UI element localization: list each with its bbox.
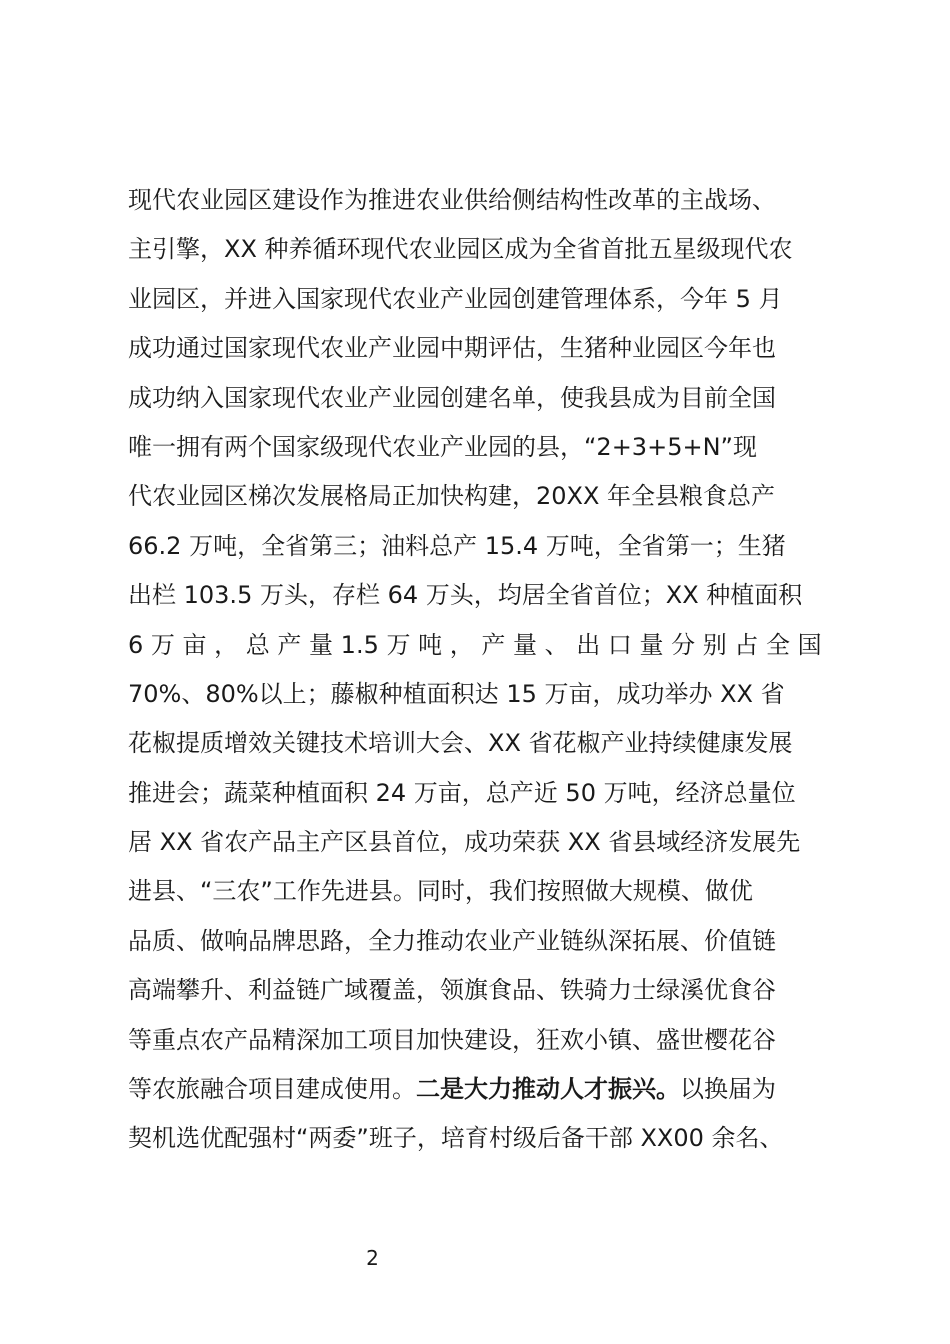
text-line: 推进会；蔬菜种植面积 24 万亩，总产近 50 万吨，经济总量位 [128, 778, 796, 807]
page-number: 2 [366, 1246, 379, 1270]
text-line: 成功通过国家现代农业产业园中期评估，生猪种业园区今年也 [128, 334, 776, 363]
text-line: 等重点农产品精深加工项目加快建设，狂欢小镇、盛世樱花谷 [128, 1025, 776, 1054]
text-line: 契机选优配强村“两委”班子，培育村级后备干部 XX00 余名、 [128, 1124, 784, 1153]
text-line: 主引擎，XX 种养循环现代农业园区成为全省首批五星级现代农 [128, 235, 793, 264]
text-line: 居 XX 省农产品主产区县首位，成功荣获 XX 省县域经济发展先 [128, 828, 801, 857]
text-line: 现代农业园区建设作为推进农业供给侧结构性改革的主战场、 [128, 186, 776, 214]
body-paragraph [128, 176, 838, 1164]
text-line: 66.2 万吨，全省第三；油料总产 15.4 万吨，全省第一；生猪 [128, 531, 786, 560]
text-line: 出栏 103.5 万头，存栏 64 万头，均居全省首位；XX 种植面积 [128, 581, 803, 610]
text-segment: 以换届为 [680, 1075, 776, 1104]
text-line-with-heading [128, 1065, 838, 1114]
bold-subheading: 二是大力推动人才振兴。 [416, 1075, 680, 1104]
text-line: 代农业园区梯次发展格局正加快构建，20XX 年全县粮食总产 [128, 482, 776, 511]
text-line: 唯一拥有两个国家级现代农业产业园的县，“2+3+5+N”现 [128, 432, 757, 461]
text-line: 花椒提质增效关键技术培训大会、XX 省花椒产业持续健康发展 [128, 729, 793, 758]
text-segment: 等农旅融合项目建成使用。 [128, 1075, 416, 1104]
text-line: 高端攀升、利益链广域覆盖，领旗食品、铁骑力士绿溪优食谷 [128, 976, 776, 1005]
text-line: 70%、80%以上；藤椒种植面积达 15 万亩，成功举办 XX 省 [128, 679, 785, 708]
text-line: 进县、“三农”工作先进县。同时，我们按照做大规模、做优 [128, 877, 753, 906]
text-line: 6 万 亩 ， 总 产 量 1.5 万 吨 ， 产 量 、 出 口 量 分 别 占 全 国 [128, 630, 822, 659]
text-line: 成功纳入国家现代农业产业园创建名单，使我县成为目前全国 [128, 383, 776, 412]
text-line: 业园区，并进入国家现代农业产业园创建管理体系，今年 5 月 [128, 284, 783, 313]
text-line: 品质、做响品牌思路，全力推动农业产业链纵深拓展、价值链 [128, 926, 776, 955]
